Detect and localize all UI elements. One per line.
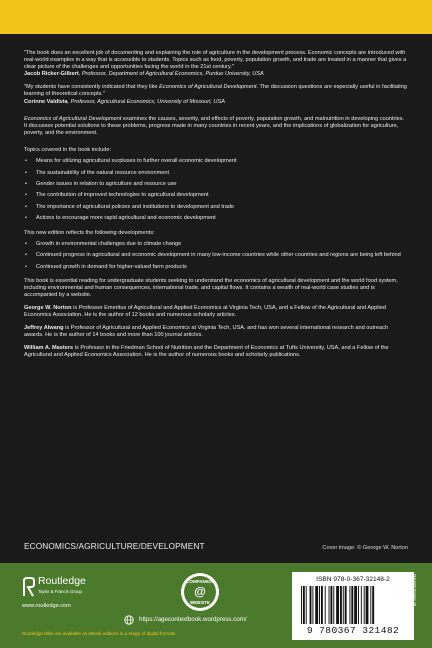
development-item: • Continued growth in demand for higher-valued farm products [24, 264, 408, 271]
author-bio-text: is Professor Emeritus of Agricultural and Applied Economics at Virginia Tech, USA, and a Fellow of the Agricultural and Applied Economics Association. He is the author of 12 books and numerous scholarly articles. [24, 304, 386, 319]
top-color-band [0, 0, 432, 34]
publisher-url[interactable]: www.routledge.com [22, 603, 71, 609]
author-name: Jeffrey Alwang [24, 325, 64, 332]
globe-icon [124, 615, 134, 625]
development-item: • Growth in environmental challenges due to climate change [24, 241, 408, 248]
endorsement-2-role: , Professor, Agricultural Economics, University of Missouri, USA [67, 98, 225, 105]
topic-item: • Actions to encourage more rapid agricultural and economic development [24, 215, 408, 222]
isbn-barcode [292, 572, 414, 640]
endorsement-2-attribution [24, 99, 408, 106]
publisher-name: Routledge [38, 575, 86, 587]
ebook-note: Routledge titles are available as eBook editions in a range of digital formats [22, 631, 176, 636]
book-description [24, 116, 408, 137]
endorsement-2-text-after: . The discussion questions are especially useful in facilitating learning of theoretical concepts." [24, 84, 407, 98]
isbn-label: ISBN 978-0-367-32148-2 [316, 576, 390, 583]
description-book-title: Economics of Agricultural Development [24, 115, 122, 122]
topic-item: • Means for utilizing agricultural surpluses to further overall economic development [24, 158, 408, 165]
endorsement-2-book-title: Economics of Agricultural Development [159, 84, 257, 91]
developments-list [24, 241, 408, 271]
endorsement-2 [24, 84, 408, 105]
description-text: examines the causes, severity, and effects of poverty, population growth, and malnutrition in developing countries. It discusses potential solutions to these problems, progress made in many countries in recent years, and the implications of globalization for agriculture, poverty, and the environment. [24, 115, 405, 136]
subject-category: ECONOMICS/AGRICULTURE/DEVELOPMENT [24, 541, 205, 551]
at-sign-icon: @ [194, 584, 206, 599]
author-bio [24, 345, 408, 359]
publisher-tagline: Taylor & Francis Group [38, 589, 82, 594]
author-bio-text: is Professor in the Friedman School of Nutrition and the Department of Economics at Tufts University, USA, and a Fellow of the Agricultural and Applied Economics Association. He is the author of numerous books and scholarly publications. [24, 345, 389, 359]
isbn-digits: 9 780367 321482 [306, 625, 400, 636]
cover-image-credit: Cover image: © George W. Norton [322, 545, 408, 551]
author-bio-text: is Professor of Agricultural and Applied Economics at Virginia Tech, USA, and has won several international research and outreach awards. He is the author of 14 books and more than 100 journal articles. [24, 325, 389, 339]
author-name: George W. Norton [24, 304, 72, 311]
topics-intro: Topics covered in the book include: [24, 146, 112, 153]
subject-bar [24, 541, 408, 551]
back-cover-text [24, 50, 408, 366]
barcode-bars [300, 586, 406, 624]
summary-paragraph: This book is essential reading for undergraduate students seeking to understand the economics of agricultural development and the world food system, including environmental and human consequences, international trade, and capital flows. It contains a wealth of real-world case studies and is accompanied by a website. [24, 277, 398, 298]
development-item: • Continued progress in agricultural and economic development in many low-income countries while other countries and regions are being left behind [24, 252, 408, 259]
topic-item: • The sustainability of the natural resource environment [24, 170, 408, 177]
routledge-logo-icon [22, 577, 36, 597]
endorsement-2-name: Corinne Valdivia [24, 98, 68, 105]
endorsement-1-attribution [24, 71, 408, 78]
endorsement-1-text: "The book does an excellent job of documenting and explaining the role of agriculture in the development process. Economic concepts are introduced with real-world examples in a way that is accessible to students. Topics such as food, poverty, population growth, and trade are treated in a manner that gives a clear picture of the challenges and opportunities facing the world in the 21st century." [24, 50, 407, 71]
endorsement-1 [24, 50, 408, 78]
endorsement-1-role: , Professor, Department of Agricultural Economics, Purdue University, USA [78, 71, 264, 78]
companion-website-badge [180, 572, 220, 612]
author-bio [24, 325, 408, 339]
developments-intro: This new edition reflects the following developments: [24, 229, 155, 236]
topic-item: • The importance of agricultural policies and institutions to development and trade [24, 204, 408, 211]
author-bio [24, 305, 408, 319]
topic-item: • The contribution of improved technologies to agricultural development [24, 192, 408, 199]
endorsement-1-name: Jacob Ricker-Gilbert [24, 71, 79, 78]
author-name: William A. Masters [24, 345, 74, 352]
endorsement-2-text-before: "My students have consistently indicated that they like [24, 84, 160, 91]
informa-side-text: an informa business [413, 573, 417, 606]
topic-item: • Gender issues in relation to agriculture and resource use [24, 181, 408, 188]
topics-list [24, 158, 408, 223]
companion-label-line2: WEBSITE [189, 600, 211, 605]
companion-label-line1: COMPANION [186, 579, 214, 584]
companion-website-url[interactable]: https://agecontextbook.wordpress.com/ [139, 616, 247, 623]
